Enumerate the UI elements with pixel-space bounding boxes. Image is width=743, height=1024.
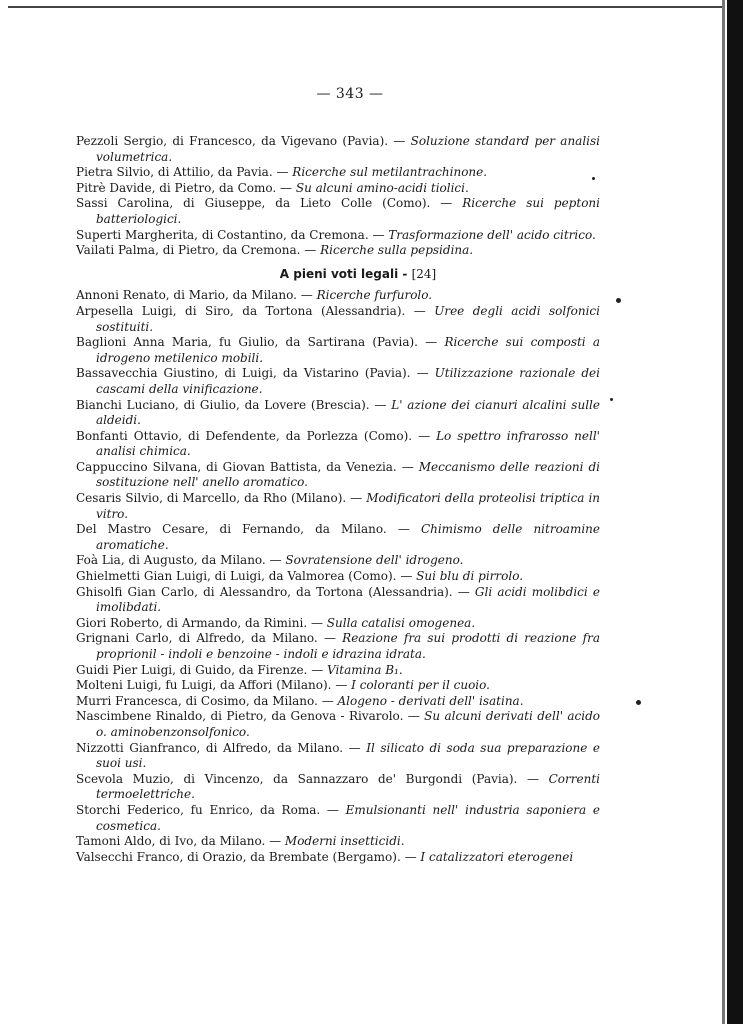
entry-author: Nascimbene Rinaldo, di Pietro, da Genova - Rivarolo. [76, 709, 404, 724]
entry-list [76, 134, 600, 865]
entry-author: Sassi Carolina, di Giuseppe, da Lieto Colle (Como). [76, 196, 431, 211]
entry-author: Pietra Silvio, di Attilio, da Pavia. [76, 165, 273, 180]
entry-author: Baglioni Anna Maria, fu Giulio, da Sartirana (Pavia). [76, 335, 418, 350]
entry-title: Trasformazione dell' acido citrico. [388, 227, 596, 242]
entry-title: Emulsionanti nell' industria saponiera e cosmetica. [96, 802, 600, 833]
entry-author: Superti Margherita, di Costantino, da Cremona. [76, 227, 369, 242]
list-item [76, 181, 600, 197]
entry-separator: — [452, 584, 475, 599]
entry-separator: — [388, 134, 411, 148]
scan-speck [592, 177, 595, 180]
list-item [76, 741, 600, 772]
entry-title: Lo spettro infrarosso nell' analisi chimica. [96, 428, 600, 459]
list-item [76, 553, 600, 569]
entry-title: Modificatori della proteolisi triptica in vitro. [96, 491, 601, 521]
entry-separator: — [300, 243, 321, 258]
list-item [76, 491, 600, 522]
entry-author: Ghisolfi Gian Carlo, di Alessandro, da Tortona (Alessandria). [76, 584, 453, 599]
list-item [76, 335, 600, 366]
entry-separator: — [517, 771, 549, 786]
list-item [76, 694, 600, 710]
section-count: [24] [411, 266, 437, 281]
entries-before-section [76, 134, 600, 259]
list-item [76, 803, 600, 834]
entry-separator: — [346, 491, 367, 506]
entry-title: Il silicato di soda sua preparazione e suoi usi. [96, 740, 601, 771]
list-item [76, 398, 600, 429]
entry-separator: — [396, 459, 419, 474]
entry-author: Pitrè Davide, di Pietro, da Como. [76, 180, 277, 195]
list-item [76, 834, 600, 850]
list-item [76, 585, 600, 616]
entry-title: Ricerche furfurolo. [316, 288, 433, 303]
entry-separator: — [317, 693, 338, 708]
list-item [76, 616, 600, 632]
entry-title: Meccanismo delle reazioni di sostituzione nell' anello aromatico. [96, 459, 600, 490]
list-item [76, 196, 600, 227]
top-border-rule [8, 6, 723, 8]
entry-separator: — [276, 180, 296, 195]
entry-author: Guidi Pier Luigi, di Guido, da Firenze. [76, 662, 308, 677]
entry-title: Reazione fra sui prodotti di reazione fra proprionil - indoli e benzoine - indoli e idrazina idrata. [96, 631, 600, 661]
entry-separator: — [417, 335, 445, 350]
entry-author: Storchi Federico, fu Enrico, da Roma. [76, 802, 321, 817]
entry-author: Bianchi Luciano, di Giulio, da Lovere (Brescia). [76, 397, 370, 412]
list-item [76, 429, 600, 460]
entry-title: Gli acidi molibdici e imolibdati. [96, 584, 600, 615]
entry-author: Annoni Renato, di Mario, da Milano. [76, 288, 297, 303]
entry-separator: — [296, 288, 317, 303]
entry-separator: — [265, 834, 285, 849]
scan-edge-shadow [722, 0, 725, 1024]
entry-title: L' azione dei cianuri alcalini sulle aldeidi. [96, 397, 600, 428]
list-item [76, 522, 600, 553]
entry-title: Soluzione standard per analisi volumetrica. [96, 134, 601, 164]
entry-title: Uree degli acidi solfonici sostituiti. [96, 303, 600, 334]
entry-separator: — [410, 366, 435, 381]
entry-title: Utilizzazione razionale dei cascami della vinificazione. [96, 366, 600, 396]
entry-title: Ricerche sui composti a idrogeno metilenico mobili. [96, 335, 601, 365]
entry-author: Tamoni Aldo, di Ivo, da Milano. [76, 834, 266, 849]
entry-separator: — [320, 802, 346, 817]
list-item [76, 569, 600, 585]
entry-title: Su alcuni amino-acidi tiolici. [295, 180, 469, 195]
entry-separator: — [307, 615, 327, 630]
entry-title: Su alcuni derivati dell' acido o. aminobenzonsolfonico. [96, 709, 600, 739]
scan-edge [727, 0, 743, 1024]
entry-title: Moderni insetticidi. [284, 834, 405, 849]
entry-title: Vitamina B₁. [327, 662, 403, 677]
entry-title: Sui blu di pirrolo. [416, 569, 524, 584]
list-item [76, 134, 600, 165]
entry-author: Ghielmetti Gian Luigi, di Luigi, da Valmorea (Como). [76, 569, 397, 584]
entry-title: Correnti termoelettriche. [96, 771, 600, 802]
section-heading [116, 267, 600, 283]
section-title: A pieni voti legali [279, 266, 399, 281]
entry-title: Sulla catalisi omogenea. [326, 615, 476, 630]
entry-separator: — [430, 196, 463, 211]
entry-title: Ricerche sui peptoni batteriologici. [96, 196, 600, 226]
entry-separator: — [403, 709, 425, 724]
page-number: — 343 — [316, 86, 384, 102]
list-item [76, 288, 600, 304]
entry-author: Grignani Carlo, di Alfredo, da Milano. [76, 631, 318, 646]
entry-separator: — [317, 631, 343, 646]
list-item [76, 228, 600, 244]
entry-author: Bassavecchia Giustino, di Luigi, da Vistarino (Pavia). [76, 366, 411, 381]
entry-title: Ricerche sul metilantrachinone. [292, 165, 488, 180]
entry-author: Nizzotti Gianfranco, di Alfredo, da Milano. [76, 740, 344, 755]
entry-author: Scevola Muzio, di Vincenzo, da Sannazzaro de' Burgondi (Pavia). [76, 771, 518, 786]
list-item [76, 243, 600, 259]
entry-author: Cesaris Silvio, di Marcello, da Rho (Milano). [76, 491, 347, 506]
list-item [76, 366, 600, 397]
entry-separator: — [405, 303, 435, 318]
list-item [76, 460, 600, 491]
entry-author: Pezzoli Sergio, di Francesco, da Vigevano (Pavia). [76, 134, 389, 148]
entry-separator: — [396, 569, 417, 584]
entry-separator: — [265, 553, 286, 568]
entry-title: Ricerche sulla pepsidina. [320, 243, 474, 258]
entry-separator: — [343, 740, 367, 755]
entry-author: Giori Roberto, di Armando, da Rimini. [76, 615, 308, 630]
entry-separator: — [386, 522, 421, 537]
entry-author: Bonfanti Ottavio, di Defendente, da Porlezza (Como). [76, 428, 413, 443]
list-item [76, 709, 600, 740]
entry-author: Valsecchi Franco, di Orazio, da Brembate (Bergamo). [76, 849, 401, 864]
entry-author: Vailati Palma, di Pietro, da Cremona. [76, 243, 301, 258]
entry-separator: — [307, 662, 328, 677]
entry-author: Molteni Luigi, fu Luigi, da Affori (Milano). [76, 678, 332, 693]
scan-speck [636, 700, 641, 705]
entry-author: Cappuccino Silvana, di Giovan Battista, da Venezia. [76, 459, 397, 474]
entry-title: Alogeno - derivati dell' isatina. [337, 693, 524, 708]
entry-separator: — [369, 397, 392, 412]
entry-title: I catalizzatori eterogenei [420, 849, 574, 864]
entry-separator: — [368, 227, 389, 242]
list-item [76, 663, 600, 679]
entry-author: Del Mastro Cesare, di Fernando, da Milano. [76, 522, 387, 537]
entry-title: Sovratensione dell' idrogeno. [285, 553, 464, 568]
list-item [76, 850, 600, 866]
entry-separator: — [412, 428, 437, 443]
list-item [76, 165, 600, 181]
entry-separator: — [272, 165, 293, 180]
list-item [76, 772, 600, 803]
entry-title: Chimismo delle nitroamine aromatiche. [96, 522, 600, 552]
section-dash: - [402, 266, 412, 281]
list-item [76, 631, 600, 662]
list-item [76, 678, 600, 694]
entry-title: I coloranti per il cuoio. [351, 678, 490, 693]
entry-author: Murri Francesca, di Cosimo, da Milano. [76, 693, 318, 708]
list-item [76, 304, 600, 335]
entries-after-section [76, 288, 600, 865]
scan-speck [610, 398, 613, 401]
scan-speck [616, 298, 621, 303]
entry-author: Arpesella Luigi, di Siro, da Tortona (Alessandria). [76, 303, 406, 318]
entry-separator: — [331, 678, 352, 693]
entry-separator: — [400, 849, 421, 864]
entry-author: Foà Lia, di Augusto, da Milano. [76, 553, 266, 568]
